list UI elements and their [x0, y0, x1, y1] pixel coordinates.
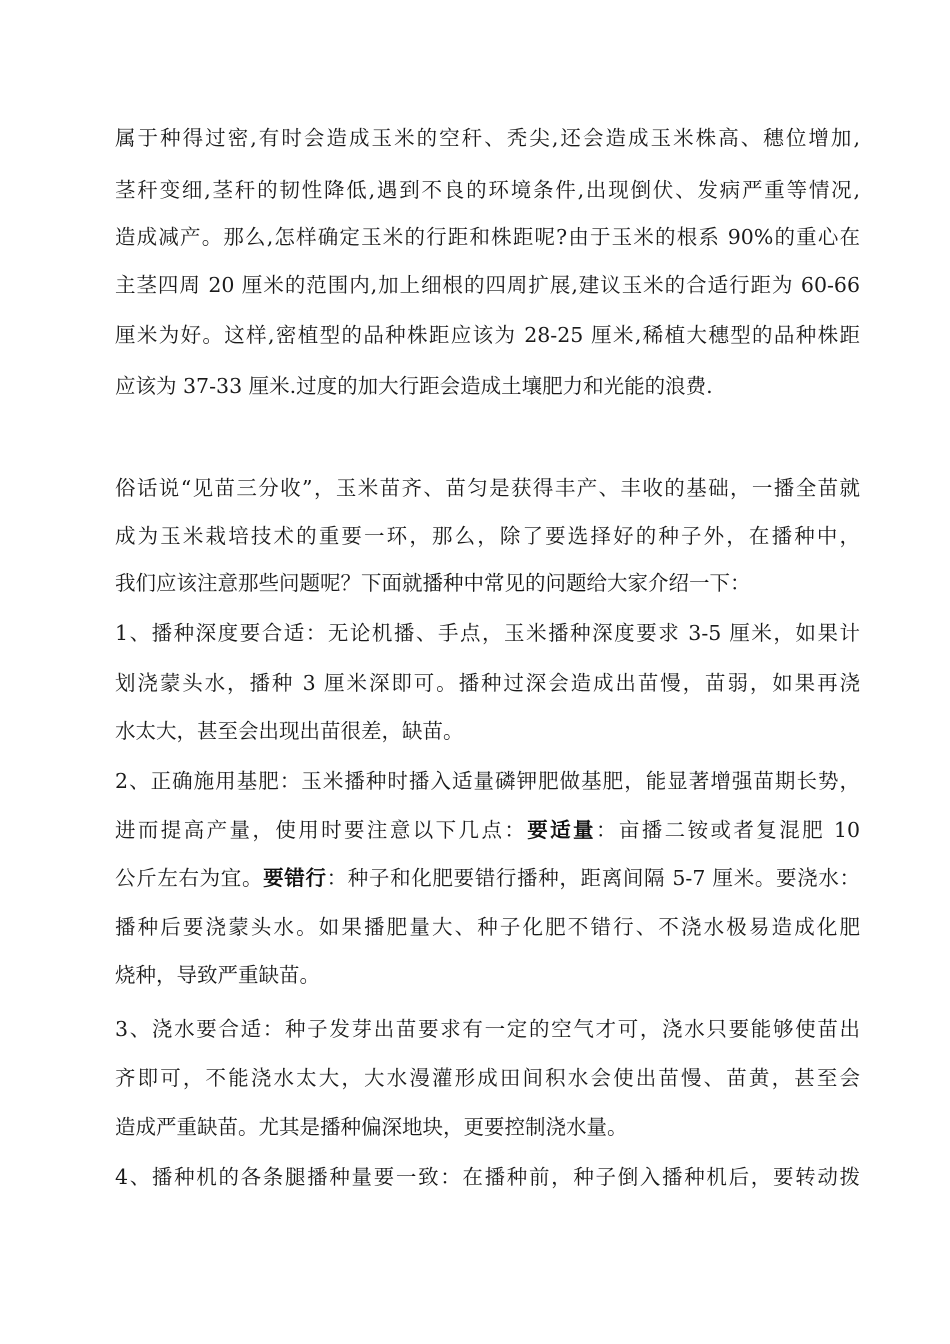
item2-line-1: 2、正确施用基肥：玉米播种时播入适量磷钾肥做基肥，能显著增强苗期长势，	[115, 769, 860, 793]
common-problems-highlight: 播种中常见的问题	[422, 571, 587, 595]
item3-line-1: 3、浇水要合适：种子发芽出苗要求有一定的空气才可，浇水只要能够使苗出	[115, 1017, 860, 1041]
item2-line-2-text-after: ：亩播二铵或者复混肥 10	[595, 818, 860, 842]
item3-line-2: 齐即可，不能浇水太大，大水漫灌形成田间积水会使出苗慢、苗黄，甚至会	[115, 1066, 860, 1090]
paragraph2-line-3-text-after: 给大家介绍一下：	[586, 571, 751, 595]
right-amount-highlight: 要适量	[527, 818, 596, 842]
item2-line-5: 烧种，导致严重缺苗。	[115, 963, 320, 987]
paragraph1-line-2: 茎秆变细,茎秆的韧性降低,遇到不良的环境条件,出现倒伏、发病严重等情况,	[115, 178, 860, 202]
paragraph2-line-3	[115, 568, 860, 598]
paragraph2-line-2: 成为玉米栽培技术的重要一环，那么，除了要选择好的种子外，在播种中，	[115, 524, 860, 548]
item1-line-3: 水太大，甚至会出现出苗很差，缺苗。	[115, 719, 464, 743]
paragraph2-line-1: 俗话说“见苗三分收”，玉米苗齐、苗匀是获得丰产、丰收的基础，一播全苗就	[115, 476, 860, 500]
item2-line-4: 播种后要浇蒙头水。如果播肥量大、种子化肥不错行、不浇水极易造成化肥	[115, 915, 860, 939]
stagger-rows-highlight: 要错行	[263, 866, 327, 890]
item2-line-3-text-before: 公斤左右为宜。	[115, 866, 264, 890]
item1-line-2: 划浇蒙头水，播种 3 厘米深即可。播种过深会造成出苗慢，苗弱，如果再浇	[115, 671, 860, 695]
item1-line-1: 1、播种深度要合适：无论机播、手点，玉米播种深度要求 3-5 厘米，如果计	[115, 621, 860, 645]
item4-line-1: 4、播种机的各条腿播种量要一致：在播种前，种子倒入播种机后，要转动拨	[115, 1165, 860, 1189]
item2-line-2	[115, 815, 860, 845]
paragraph1-line-3: 造成减产。那么,怎样确定玉米的行距和株距呢?由于玉米的根系 90%的重心在	[115, 225, 860, 249]
paragraph1-line-5: 厘米为好。这样,密植型的品种株距应该为 28-25 厘米,稀植大穗型的品种株距	[115, 323, 860, 347]
paragraph1-line-4: 主茎四周 20 厘米的范围内,加上细根的四周扩展,建议玉米的合适行距为 60-66	[115, 273, 860, 297]
item2-line-3-text-after: ：种子和化肥要错行播种，距离间隔 5-7 厘米。要浇水：	[326, 866, 860, 890]
paragraph2-line-3-text-before: 我们应该注意那些问题呢？下面就	[115, 571, 423, 595]
item2-line-3	[115, 863, 860, 893]
paragraph1-line-6: 应该为 37-33 厘米.过度的加大行距会造成土壤肥力和光能的浪费.	[115, 374, 713, 398]
paragraph1-line-1: 属于种得过密,有时会造成玉米的空秆、秃尖,还会造成玉米株高、穗位增加,	[115, 126, 860, 150]
item2-line-2-text-before: 进而提高产量，使用时要注意以下几点：	[115, 818, 528, 842]
item3-line-3: 造成严重缺苗。尤其是播种偏深地块，更要控制浇水量。	[115, 1115, 628, 1139]
